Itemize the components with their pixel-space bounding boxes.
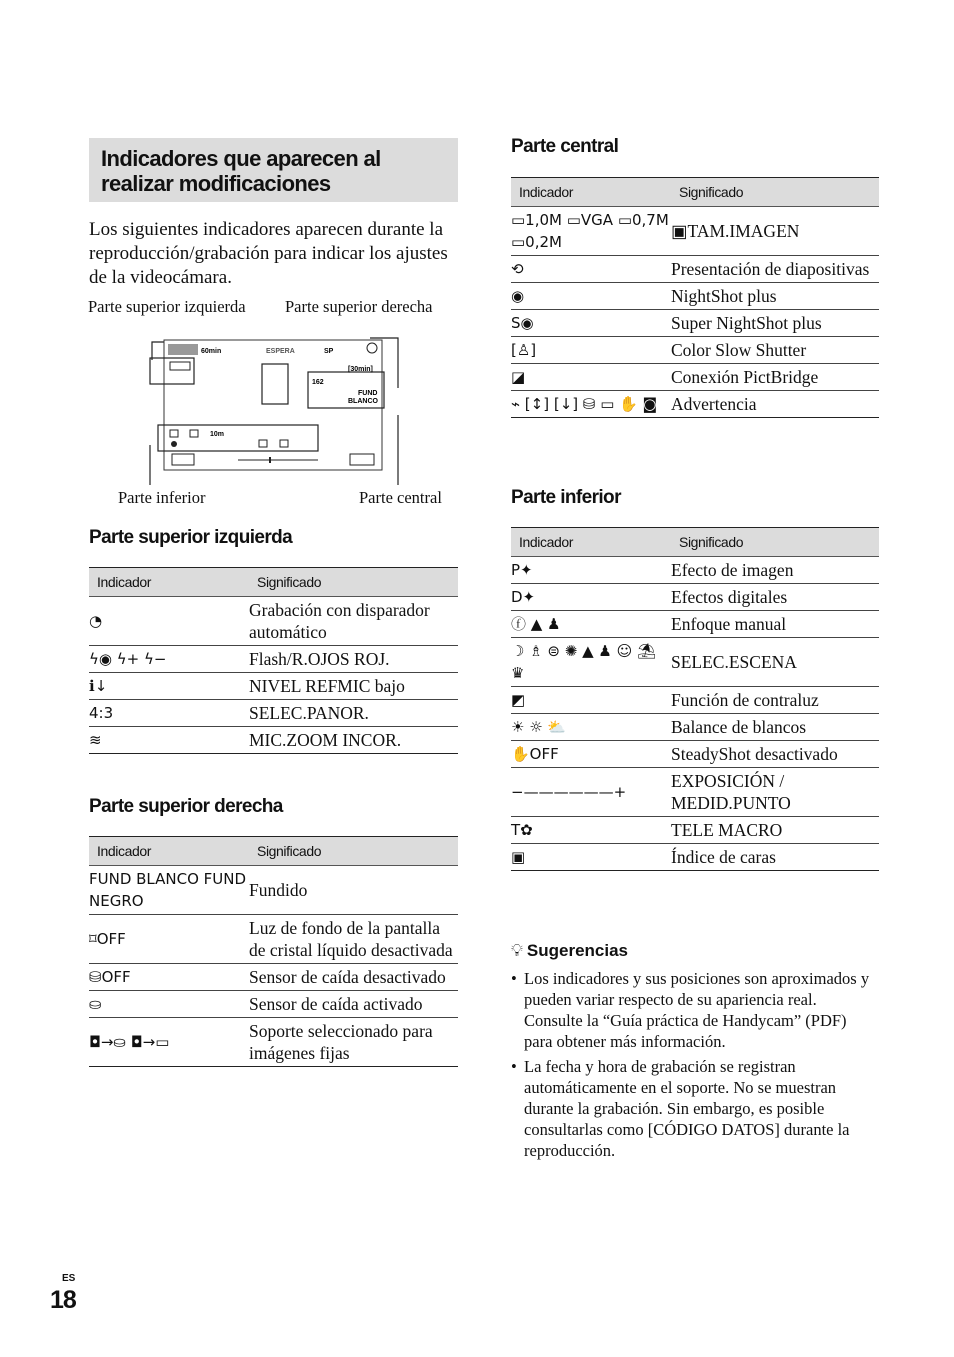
indicator-icon: ◩ — [511, 687, 671, 714]
indicator-meaning: MIC.ZOOM INCOR. — [249, 727, 458, 754]
table-row — [89, 700, 458, 727]
indicator-meaning: EXPOSICIÓN / MEDID.PUNTO — [671, 768, 879, 817]
indicator-meaning: TELE MACRO — [671, 817, 879, 844]
section-title: Indicadores que aparecen al realizar modificaciones — [101, 146, 381, 196]
indicator-meaning: Índice de caras — [671, 844, 879, 871]
image-size-icon: ▣ — [671, 221, 688, 241]
indicator-meaning: SELEC.PANOR. — [249, 700, 458, 727]
indicator-meaning: Fundido — [249, 866, 458, 915]
indicator-icon: D✦ — [511, 584, 671, 611]
indicator-icon: ◔ — [89, 597, 249, 646]
indicator-meaning: Sensor de caída desactivado — [249, 964, 458, 991]
indicator-icon: ☀ ☼ ⛅ — [511, 714, 671, 741]
tips-title: Sugerencias — [526, 941, 629, 960]
indicator-icon: ⛁OFF — [89, 964, 249, 991]
upper-left-title: Parte superior izquierda — [89, 527, 293, 548]
indicator-icon: ◘→⛀ ◘→▭ — [89, 1018, 249, 1067]
indicator-icon: ▭1,0M ▭VGA ▭0,7M ▭0,2M — [511, 207, 671, 256]
diagram-label-center: Parte central — [359, 488, 442, 507]
table-row — [511, 310, 879, 337]
indicator-icon: S◉ — [511, 310, 671, 337]
center-title: Parte central — [511, 136, 619, 157]
intro-text: Los siguientes indicadores aparecen durante la reproducción/grabación para indicar los ajustes de la videocámara. — [89, 219, 448, 288]
table-row — [511, 638, 879, 687]
svg-text:10m: 10m — [210, 431, 225, 438]
table-row — [89, 597, 458, 646]
indicator-meaning: Luz de fondo de la pantalla de cristal líquido desactivada — [249, 915, 458, 964]
indicator-icon: ⌁ [↕] [↓] ⛁ ▭ ✋ ◙ — [511, 391, 671, 418]
indicator-meaning: SteadyShot desactivado — [671, 741, 879, 768]
upper-right-table — [89, 836, 458, 1067]
tips-list — [511, 968, 879, 1165]
indicator-meaning: Super NightShot plus — [671, 310, 879, 337]
indicator-meaning: NightShot plus — [671, 283, 879, 310]
indicator-icon: ℹ↓ — [89, 673, 249, 700]
indicator-meaning: Grabación con disparador automático — [249, 597, 458, 646]
table-row — [89, 673, 458, 700]
section-title-box — [89, 138, 458, 202]
header-meaning: Significado — [671, 528, 879, 557]
indicator-icon: −——————+ — [511, 768, 671, 817]
header-indicator: Indicador — [89, 568, 249, 597]
table-row — [511, 364, 879, 391]
diagram-label-top-right: Parte superior derecha — [285, 297, 433, 316]
indicator-icon: ▣ — [511, 844, 671, 871]
indicator-icon: ≋ — [89, 727, 249, 754]
table-row — [511, 687, 879, 714]
table-row — [89, 991, 458, 1018]
header-meaning: Significado — [671, 178, 879, 207]
indicator-icon: T✿ — [511, 817, 671, 844]
indicator-icon: ◉ — [511, 283, 671, 310]
lightbulb-icon: 💡︎ — [511, 941, 523, 961]
indicator-meaning: Sensor de caída activado — [249, 991, 458, 1018]
bottom-table — [511, 527, 879, 871]
tip-item: • Los indicadores y sus posiciones son aproximados y pueden variar respecto de su apariencia real. Consulte la “Guía práctica de Handycam” (PDF) para obtener más información. — [511, 968, 879, 1052]
table-row — [89, 646, 458, 673]
indicator-meaning: NIVEL REFMIC bajo — [249, 673, 458, 700]
table-row — [89, 866, 458, 915]
header-meaning: Significado — [249, 837, 458, 866]
indicator-meaning: SELEC.ESCENA — [671, 638, 879, 687]
table-row — [89, 915, 458, 964]
table-row — [511, 584, 879, 611]
header-indicator: Indicador — [511, 178, 671, 207]
indicator-meaning: Presentación de diapositivas — [671, 256, 879, 283]
indicator-icon: ⌑OFF — [89, 915, 249, 964]
header-indicator: Indicador — [89, 837, 249, 866]
table-row — [511, 557, 879, 584]
svg-text:162: 162 — [312, 379, 324, 386]
svg-text:FUND: FUND — [358, 390, 378, 397]
indicator-meaning: Función de contraluz — [671, 687, 879, 714]
svg-text:BLANCO: BLANCO — [348, 398, 378, 405]
table-row — [511, 741, 879, 768]
tips-header — [511, 941, 628, 961]
diagram-label-top-left: Parte superior izquierda — [88, 297, 246, 316]
indicator-meaning: Flash/R.OJOS ROJ. — [249, 646, 458, 673]
indicator-meaning — [671, 207, 879, 256]
indicator-icon: ◪ — [511, 364, 671, 391]
table-row — [511, 714, 879, 741]
svg-text:[30min]: [30min] — [348, 366, 373, 373]
upper-right-title: Parte superior derecha — [89, 796, 283, 817]
indicator-icon: [♙] — [511, 337, 671, 364]
header-indicator: Indicador — [511, 528, 671, 557]
table-row — [511, 283, 879, 310]
indicator-icon: ⛀ — [89, 991, 249, 1018]
table-row — [89, 727, 458, 754]
table-row — [89, 1018, 458, 1067]
indicator-meaning: Enfoque manual — [671, 611, 879, 638]
table-row — [511, 391, 879, 418]
header-meaning: Significado — [249, 568, 458, 597]
indicator-meaning: Efecto de imagen — [671, 557, 879, 584]
page-number: 18 — [50, 1286, 76, 1314]
svg-text:SP: SP — [324, 348, 334, 355]
indicator-meaning: Color Slow Shutter — [671, 337, 879, 364]
indicator-icon: ⓕ ▲ ♟ — [511, 611, 671, 638]
table-row — [511, 844, 879, 871]
indicator-icon: ✋OFF — [511, 741, 671, 768]
indicator-meaning: Soporte seleccionado para imágenes fijas — [249, 1018, 458, 1067]
diagram-label-bottom: Parte inferior — [118, 488, 206, 507]
indicator-meaning: Balance de blancos — [671, 714, 879, 741]
svg-text:ESPERA: ESPERA — [266, 348, 295, 355]
indicator-meaning: Efectos digitales — [671, 584, 879, 611]
indicator-icon: ⟲ — [511, 256, 671, 283]
upper-left-table — [89, 567, 458, 754]
indicator-icon: ϟ◉ ϟ+ ϟ− — [89, 646, 249, 673]
table-row — [89, 964, 458, 991]
indicator-icon: 4:3 — [89, 700, 249, 727]
bottom-title: Parte inferior — [511, 487, 621, 508]
table-row — [511, 207, 879, 256]
table-row — [511, 337, 879, 364]
indicator-meaning: Conexión PictBridge — [671, 364, 879, 391]
table-row — [511, 611, 879, 638]
lcd-battery: 60min — [201, 348, 222, 355]
meaning-text: TAM.IMAGEN — [687, 221, 800, 241]
lcd-diagram — [140, 320, 410, 490]
indicator-icon: P✦ — [511, 557, 671, 584]
center-table — [511, 177, 879, 418]
table-row — [511, 768, 879, 817]
table-row — [511, 256, 879, 283]
indicator-icon: ☽ ♗ ⊜ ✺ ▲ ♟ ☺ ⛱ ♛ — [511, 638, 671, 687]
table-row — [511, 817, 879, 844]
tip-item: • La fecha y hora de grabación se registran automáticamente en el soporte. No se muestran durante la grabación. Sin embargo, es posible consultarlas como [CÓDIGO DATOS] durante la reproducción. — [511, 1056, 879, 1161]
indicator-icon: FUND BLANCO FUND NEGRO — [89, 866, 249, 915]
indicator-meaning: Advertencia — [671, 391, 879, 418]
page-language: ES — [62, 1273, 76, 1284]
